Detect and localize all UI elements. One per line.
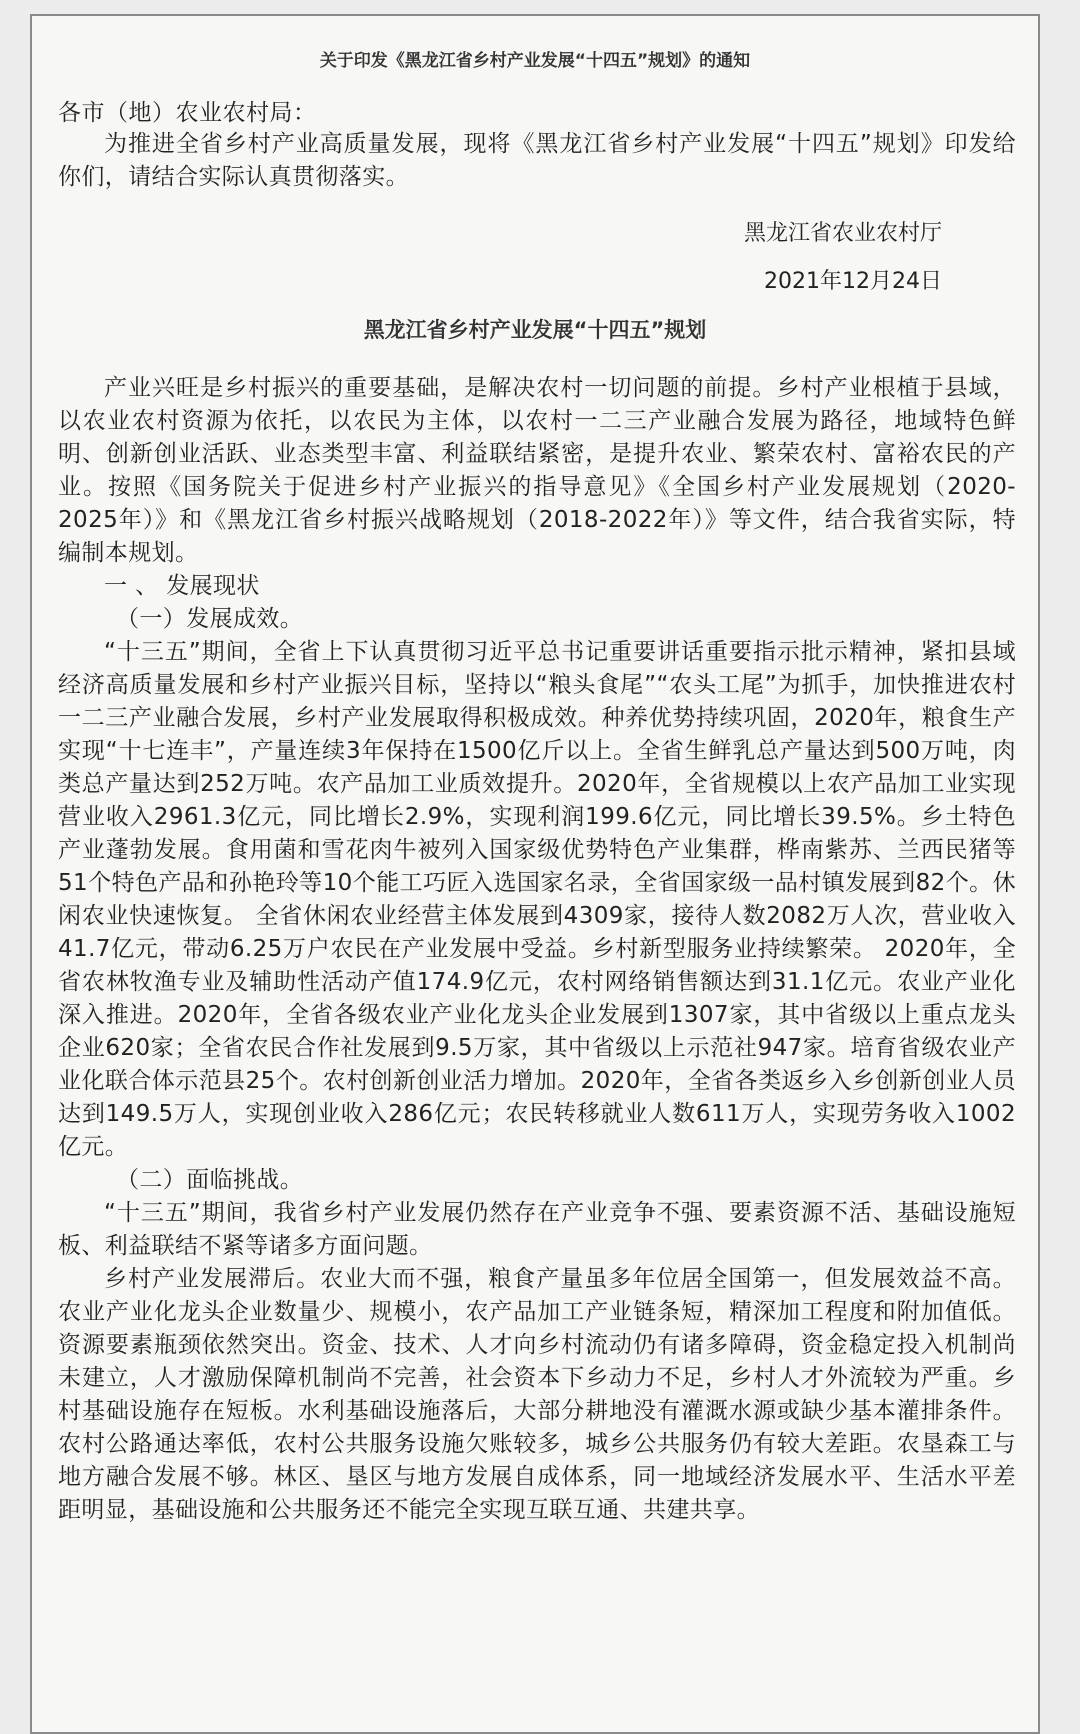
notice-body: 为推进全省乡村产业高质量发展，现将《黑龙江省乡村产业发展“十四五”规划》印发给你们，请结合实际认真贯彻落实。 [58,131,1016,190]
achievements-paragraph: “十三五”期间，全省上下认真贯彻习近平总书记重要讲话重要指示批示精神，紧扣县域经济高质量发展和乡村产业振兴目标，坚持以“粮头食尾”“农头工尾”为抓手，加快推进农村一二三产业融合发展，乡村产业发展取得积极成效。种养优势持续巩固，2020年，粮食生产实现“十七连丰”，产量连续3年保持在1500亿斤以上。全省生鲜乳总产量达到500万吨，肉类总产量达到252万吨。农产品加工业质效提升。2020年，全省规模以上农产品加工业实现营业收入2961.3亿元，同比增长2.9%，实现利润199.6亿元，同比增长39.5%。乡土特色产业蓬勃发展。食用菌和雪花肉牛被列入国家级优势特色产业集群，桦南紫苏、兰西民猪等51个特色产品和孙艳玲等10个能工巧匠入选国家名录，全省国家级一品村镇发展到82个。休闲农业快速恢复。 全省休闲农业经营主体发展到4309家，接待人数2082万人次，营业收入41.7亿元，带动6.25万户农民在产业发展中受益。乡村新型服务业持续繁荣。 2020年，全省农林牧渔专业及辅助性活动产值174.9亿元，农村网络销售额达到31.1亿元。农业产业化深入推进。2020年，全省各级农业产业化龙头企业发展到1307家，其中省级以上重点龙头企业620家；全省农民合作社发展到9.5万家，其中省级以上示范社947家。培育省级农业产业化联合体示范县25个。农村创新创业活力增加。2020年，全省各类返乡入乡创新创业人员达到149.5万人，实现创业收入286亿元；农民转移就业人数611万人，实现劳务收入1002亿元。 [58,639,1016,1160]
plan-body [58,372,1016,1527]
notice-signer: 黑龙江省农业农村厅 [743,221,942,246]
notice-body-block [58,128,1016,194]
section-heading-status: 一 、 发展现状 [104,573,260,599]
notice-date: 2021年12月24日 [764,269,942,294]
challenges-paragraph-2: 乡村产业发展滞后。农业大而不强，粮食产量虽多年位居全国第一，但发展效益不高。农业产业化龙头企业数量少、规模小，农产品加工产业链条短，精深加工程度和附加值低。资源要素瓶颈依然突出。资金、技术、人才向乡村流动仍有诸多障碍，资金稳定投入机制尚未建立，人才激励保障机制尚不完善，社会资本下乡动力不足，乡村人才外流较为严重。乡村基础设施存在短板。水利基础设施落后，大部分耕地没有灌溉水源或缺少基本灌排条件。农村公路通达率低，农村公共服务设施欠账较多，城乡公共服务仍有较大差距。农垦森工与地方融合发展不够。林区、垦区与地方发展自成体系，同一地域经济发展水平、生活水平差距明显，基础设施和公共服务还不能完全实现互联互通、共建共享。 [58,1266,1016,1523]
subsection-heading-challenges: （二）面临挑战。 [116,1167,304,1193]
plan-intro: 产业兴旺是乡村振兴的重要基础，是解决农村一切问题的前提。乡村产业根植于县域，以农业农村资源为依托，以农民为主体，以农村一二三产业融合发展为路径，地域特色鲜明、创新创业活跃、业态类型丰富、利益联结紧密，是提升农业、繁荣农村、富裕农民的产业。按照《国务院关于促进乡村产业振兴的指导意见》《全国乡村产业发展规划（2020-2025年）》和《黑龙江省乡村振兴战略规划（2018-2022年）》等文件，结合我省实际，特编制本规划。 [58,375,1016,566]
notice-title: 关于印发《黑龙江省乡村产业发展“十四五”规划》的通知 [319,51,751,71]
notice-addressee: 各市（地）农业农村局： [58,100,317,126]
subsection-heading-achievements: （一）发展成效。 [116,606,304,632]
document-page [30,14,1040,1734]
plan-title: 黑龙江省乡村产业发展“十四五”规划 [363,318,707,342]
challenges-paragraph-1: “十三五”期间，我省乡村产业发展仍然存在产业竞争不强、要素资源不活、基础设施短板、利益联结不紧等诸多方面问题。 [58,1200,1016,1259]
